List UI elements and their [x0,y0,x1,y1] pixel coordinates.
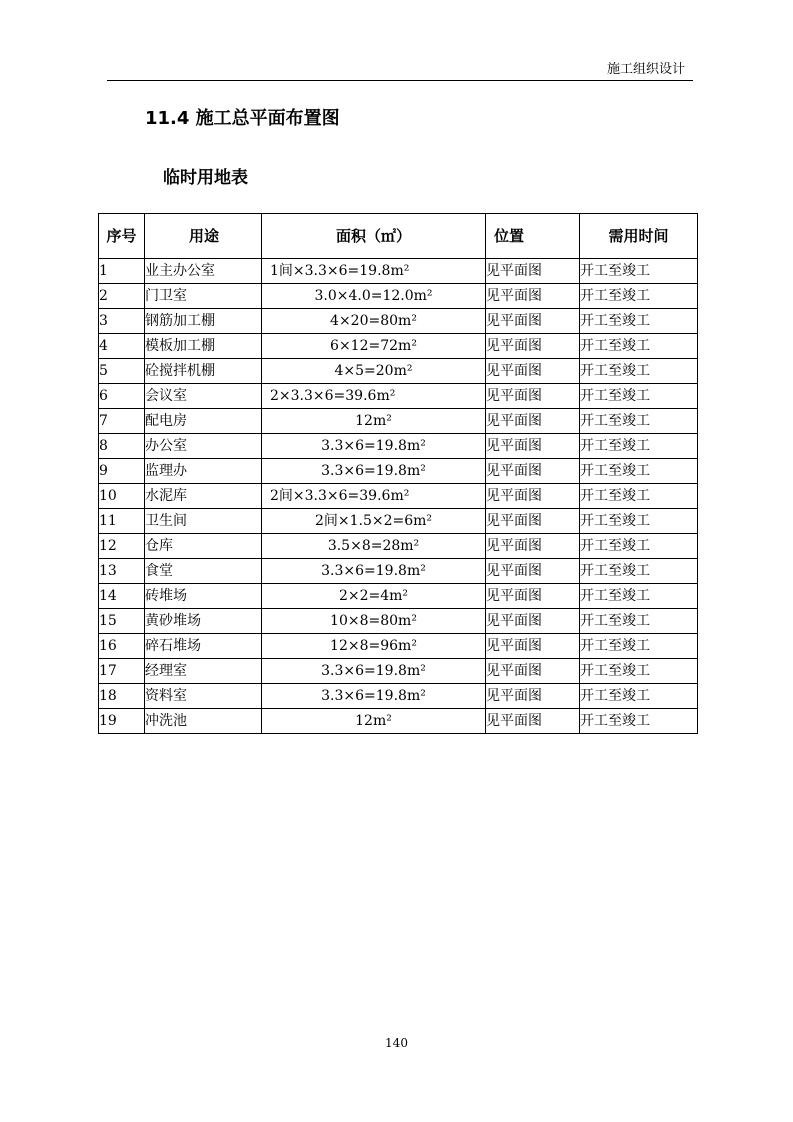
row-number: 11 [99,509,145,534]
running-header: 施工组织设计 [606,62,685,77]
column-header-position: 位置 [486,214,580,259]
row-area: 2×3.3×6=39.6m² [262,384,486,409]
row-position: 见平面图 [486,484,580,509]
column-header-time: 需用时间 [580,214,698,259]
row-use: 水泥库 [145,484,262,509]
table-row [99,659,698,684]
row-time: 开工至竣工 [580,634,698,659]
row-use: 会议室 [145,384,262,409]
row-position: 见平面图 [486,409,580,434]
row-use: 砖堆场 [145,584,262,609]
row-area: 3.3×6=19.8m² [262,459,486,484]
row-number: 2 [99,284,145,309]
row-position: 见平面图 [486,559,580,584]
row-position: 见平面图 [486,509,580,534]
row-area: 6×12=72m² [262,334,486,359]
table-row [99,609,698,634]
row-position: 见平面图 [486,359,580,384]
row-time: 开工至竣工 [580,284,698,309]
row-position: 见平面图 [486,284,580,309]
row-time: 开工至竣工 [580,559,698,584]
column-header-use: 用途 [145,214,262,259]
row-number: 8 [99,434,145,459]
row-position: 见平面图 [486,534,580,559]
row-use: 钢筋加工棚 [145,309,262,334]
row-time: 开工至竣工 [580,659,698,684]
table-row [99,334,698,359]
row-number: 16 [99,634,145,659]
table-row [99,484,698,509]
row-number: 14 [99,584,145,609]
row-area: 4×5=20m² [262,359,486,384]
row-time: 开工至竣工 [580,459,698,484]
row-position: 见平面图 [486,634,580,659]
row-time: 开工至竣工 [580,434,698,459]
row-number: 12 [99,534,145,559]
row-position: 见平面图 [486,334,580,359]
row-use: 办公室 [145,434,262,459]
row-time: 开工至竣工 [580,309,698,334]
row-use: 冲洗池 [145,709,262,734]
row-use: 监理办 [145,459,262,484]
row-position: 见平面图 [486,309,580,334]
row-position: 见平面图 [486,259,580,284]
row-area: 1间×3.3×6=19.8m² [262,259,486,284]
row-number: 1 [99,259,145,284]
row-number: 3 [99,309,145,334]
row-area: 12m² [262,409,486,434]
row-number: 15 [99,609,145,634]
table-row [99,534,698,559]
row-number: 17 [99,659,145,684]
row-number: 10 [99,484,145,509]
row-number: 7 [99,409,145,434]
row-area: 12×8=96m² [262,634,486,659]
row-use: 仓库 [145,534,262,559]
table-row [99,259,698,284]
row-time: 开工至竣工 [580,684,698,709]
section-title: 11.4 施工总平面布置图 [145,108,340,129]
row-number: 4 [99,334,145,359]
row-use: 黄砂堆场 [145,609,262,634]
row-area: 3.3×6=19.8m² [262,434,486,459]
table-row [99,284,698,309]
table-row [99,684,698,709]
column-header-area: 面积（㎡） [262,214,486,259]
row-use: 卫生间 [145,509,262,534]
row-position: 见平面图 [486,384,580,409]
row-area: 2间×3.3×6=39.6m² [262,484,486,509]
row-area: 2×2=4m² [262,584,486,609]
row-time: 开工至竣工 [580,484,698,509]
table-row [99,434,698,459]
table-header-row [99,214,698,259]
table-row [99,584,698,609]
row-area: 10×8=80m² [262,609,486,634]
row-number: 13 [99,559,145,584]
row-time: 开工至竣工 [580,709,698,734]
row-use: 砼搅拌机棚 [145,359,262,384]
row-position: 见平面图 [486,659,580,684]
row-area: 3.3×6=19.8m² [262,684,486,709]
table-title: 临时用地表 [163,168,248,188]
table-body [99,259,698,734]
row-time: 开工至竣工 [580,359,698,384]
table-row [99,634,698,659]
row-area: 3.0×4.0=12.0m² [262,284,486,309]
row-use: 碎石堆场 [145,634,262,659]
row-number: 9 [99,459,145,484]
row-use: 经理室 [145,659,262,684]
row-area: 2间×1.5×2=6m² [262,509,486,534]
row-area: 3.3×6=19.8m² [262,559,486,584]
row-time: 开工至竣工 [580,259,698,284]
row-position: 见平面图 [486,609,580,634]
row-position: 见平面图 [486,434,580,459]
row-time: 开工至竣工 [580,609,698,634]
row-number: 19 [99,709,145,734]
table-row [99,509,698,534]
table-row [99,409,698,434]
row-position: 见平面图 [486,584,580,609]
row-number: 18 [99,684,145,709]
table-row [99,309,698,334]
row-area: 3.3×6=19.8m² [262,659,486,684]
table-row [99,559,698,584]
table-row [99,709,698,734]
column-header-number: 序号 [99,214,145,259]
row-position: 见平面图 [486,459,580,484]
row-time: 开工至竣工 [580,534,698,559]
row-area: 12m² [262,709,486,734]
row-area: 4×20=80m² [262,309,486,334]
temporary-land-table [98,213,698,734]
row-position: 见平面图 [486,684,580,709]
table-row [99,384,698,409]
row-time: 开工至竣工 [580,334,698,359]
row-time: 开工至竣工 [580,584,698,609]
table-row [99,359,698,384]
row-number: 5 [99,359,145,384]
row-use: 门卫室 [145,284,262,309]
table-row [99,459,698,484]
row-use: 食堂 [145,559,262,584]
row-use: 业主办公室 [145,259,262,284]
row-time: 开工至竣工 [580,509,698,534]
row-use: 资料室 [145,684,262,709]
row-time: 开工至竣工 [580,409,698,434]
row-time: 开工至竣工 [580,384,698,409]
page-number: 140 [385,1036,408,1050]
header-rule [107,80,693,81]
row-use: 配电房 [145,409,262,434]
row-position: 见平面图 [486,709,580,734]
row-area: 3.5×8=28m² [262,534,486,559]
row-use: 模板加工棚 [145,334,262,359]
row-number: 6 [99,384,145,409]
